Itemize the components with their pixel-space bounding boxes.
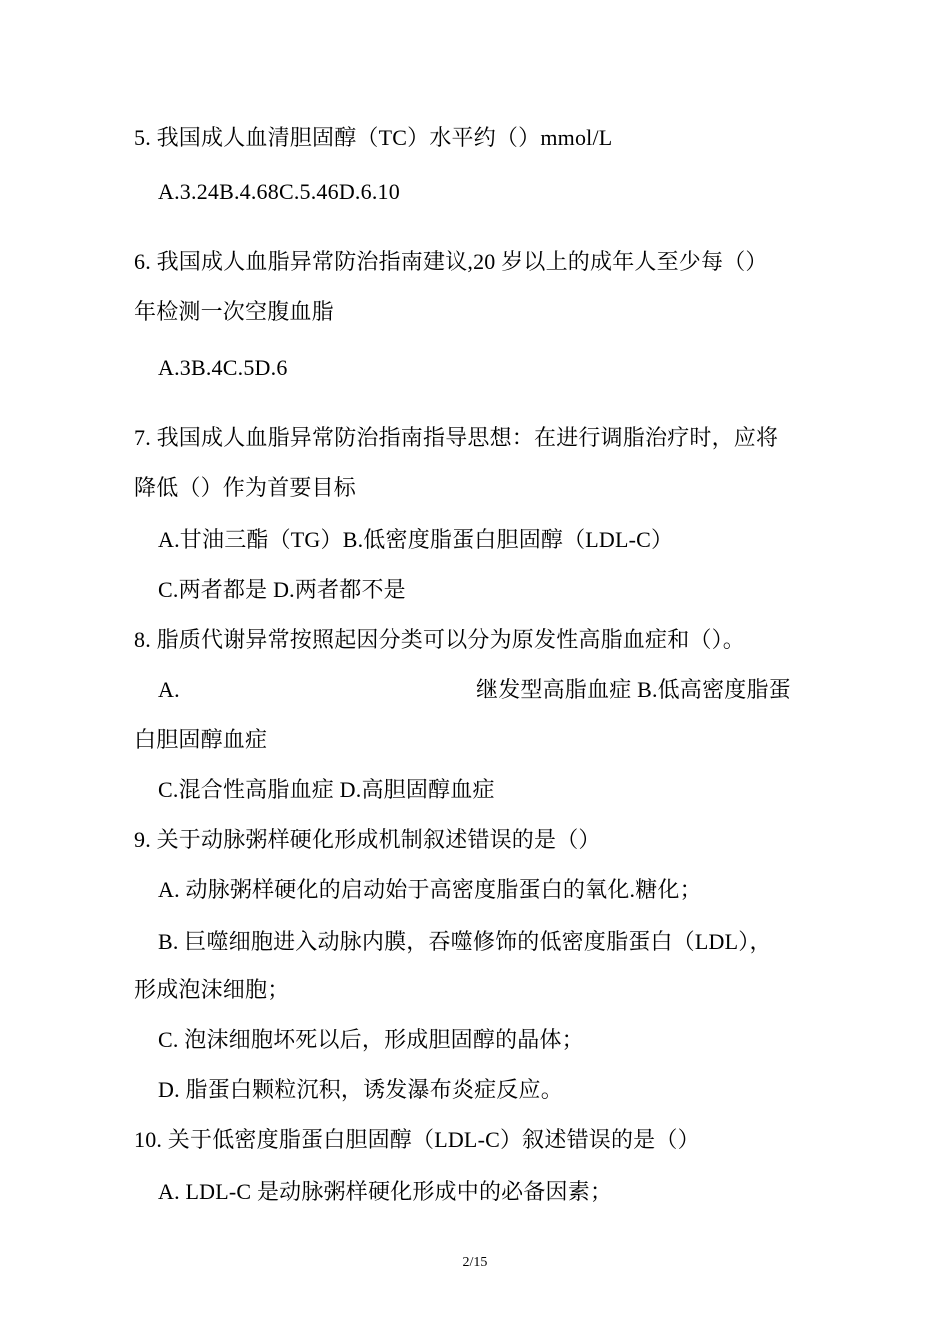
- question-9-option-d: D. 脂蛋白颗粒沉积，诱发瀑布炎症反应。: [158, 1077, 563, 1102]
- question-6-options: A.3B.4C.5D.6: [158, 355, 288, 380]
- question-7-stem-line-1: 7. 我国成人血脂异常防治指南指导思想：在进行调脂治疗时，应将: [134, 425, 779, 450]
- question-8-options-line-2: 白胆固醇血症: [134, 727, 268, 752]
- question-8-options-line-3: C.混合性高脂血症 D.高胆固醇血症: [158, 777, 495, 802]
- question-5-options: A.3.24B.4.68C.5.46D.6.10: [158, 179, 400, 204]
- question-9-option-a: A. 动脉粥样硬化的启动始于高密度脂蛋白的氧化.糖化；: [158, 877, 702, 902]
- question-6-stem-line-1: 6. 我国成人血脂异常防治指南建议,20 岁以上的成年人至少每（）: [134, 249, 768, 274]
- question-6-stem-line-2: 年检测一次空腹血脂: [134, 299, 334, 324]
- page-number: 2/15: [462, 1255, 488, 1270]
- question-9-stem: 9. 关于动脉粥样硬化形成机制叙述错误的是（）: [134, 827, 601, 852]
- question-7-options-line-2: C.两者都是 D.两者都不是: [158, 577, 406, 602]
- question-8-option-a-label: A.: [158, 677, 180, 702]
- question-10-stem: 10. 关于低密度脂蛋白胆固醇（LDL-C）叙述错误的是（）: [134, 1127, 700, 1152]
- question-10-option-a: A. LDL-C 是动脉粥样硬化形成中的必备因素；: [158, 1179, 613, 1204]
- question-5-stem: 5. 我国成人血清胆固醇（TC）水平约（）mmol/L: [134, 125, 613, 150]
- question-8-options-line-1: 继发型高脂血症 B.低高密度脂蛋: [476, 677, 791, 702]
- question-7-options-line-1: A.甘油三酯（TG）B.低密度脂蛋白胆固醇（LDL-C）: [158, 527, 674, 552]
- question-7-stem-line-2: 降低（）作为首要目标: [134, 475, 357, 500]
- question-9-option-b-line-1: B. 巨噬细胞进入动脉内膜，吞噬修饰的低密度脂蛋白（LDL），: [158, 929, 772, 954]
- question-9-option-c: C. 泡沫细胞坏死以后，形成胆固醇的晶体；: [158, 1027, 584, 1052]
- question-9-option-b-line-2: 形成泡沫细胞；: [134, 977, 290, 1002]
- question-8-stem: 8. 脂质代谢异常按照起因分类可以分为原发性高脂血症和（）。: [134, 627, 746, 652]
